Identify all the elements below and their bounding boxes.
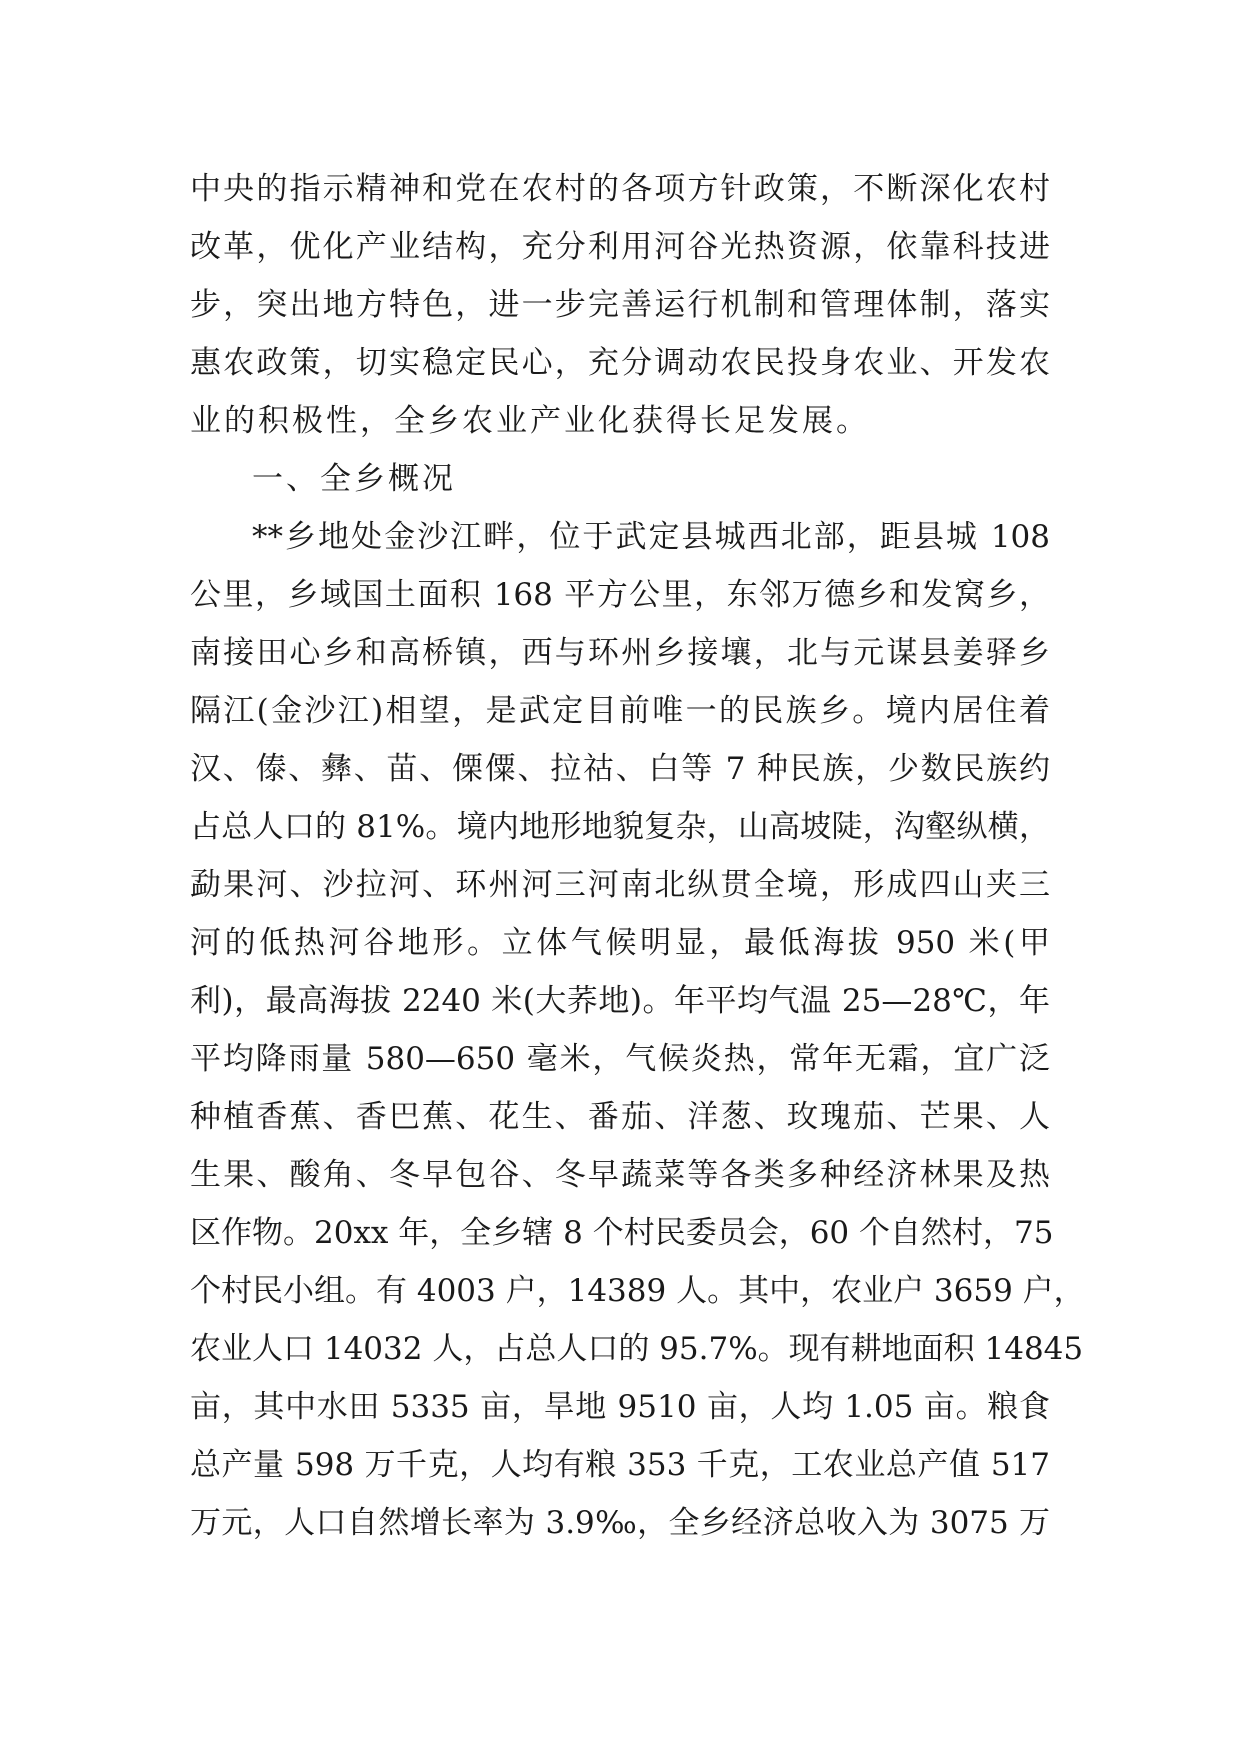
paragraph1-line-5: 业的积极性，全乡农业产业化获得长足发展。 — [190, 403, 870, 439]
paragraph2-line-4: 隔江(金沙江)相望，是武定目前唯一的民族乡。境内居住着 — [190, 693, 1050, 729]
paragraph2-line-7: 勐果河、沙拉河、环州河三河南北纵贯全境，形成四山夹三 — [190, 867, 1050, 903]
section-heading: 一、全乡概况 — [252, 461, 456, 497]
paragraph2-line-12: 生果、酸角、冬早包谷、冬早蔬菜等各类多种经济林果及热 — [190, 1157, 1050, 1193]
paragraph1-line-2: 改革，优化产业结构，充分利用河谷光热资源，依靠科技进 — [190, 229, 1050, 265]
paragraph2-line-13: 区作物。20xx 年，全乡辖 8 个村民委员会，60 个自然村，75 — [190, 1215, 1054, 1251]
paragraph2-line-10: 平均降雨量 580—650 毫米，气候炎热，常年无霜，宜广泛 — [190, 1041, 1050, 1077]
paragraph2-line-6: 占总人口的 81%。境内地形地貌复杂，山高坡陡，沟壑纵横， — [190, 809, 1050, 845]
paragraph1-line-4: 惠农政策，切实稳定民心，充分调动农民投身农业、开发农 — [190, 345, 1050, 381]
paragraph2-line-14: 个村民小组。有 4003 户，14389 人。其中，农业户 3659 户， — [190, 1273, 1085, 1309]
paragraph2-line-8: 河的低热河谷地形。立体气候明显，最低海拔 950 米(甲 — [190, 925, 1050, 961]
paragraph2-line-9: 利)，最高海拔 2240 米(大荞地)。年平均气温 25—28℃，年 — [190, 983, 1050, 1019]
paragraph2-line-11: 种植香蕉、香巴蕉、花生、番茄、洋葱、玫瑰茄、芒果、人 — [190, 1099, 1050, 1135]
paragraph2-line-15: 农业人口 14032 人，占总人口的 95.7%。现有耕地面积 14845 — [190, 1331, 1084, 1367]
paragraph2-line-1: **乡地处金沙江畔，位于武定县城西北部，距县城 108 — [252, 519, 1050, 555]
paragraph2-line-5: 汉、傣、彝、苗、傈僳、拉祜、白等 7 种民族，少数民族约 — [190, 751, 1050, 787]
paragraph1-line-1: 中央的指示精神和党在农村的各项方针政策，不断深化农村 — [190, 171, 1050, 207]
paragraph2-line-3: 南接田心乡和高桥镇，西与环州乡接壤，北与元谋县姜驿乡 — [190, 635, 1050, 671]
paragraph1-line-3: 步，突出地方特色，进一步完善运行机制和管理体制，落实 — [190, 287, 1050, 323]
document-body — [190, 160, 1085, 1552]
paragraph2-line-16: 亩，其中水田 5335 亩，旱地 9510 亩，人均 1.05 亩。粮食 — [190, 1389, 1050, 1425]
paragraph2-line-18: 万元，人口自然增长率为 3.9‰，全乡经济总收入为 3075 万 — [190, 1505, 1050, 1541]
paragraph2-line-2: 公里，乡域国土面积 168 平方公里，东邻万德乡和发窝乡， — [190, 577, 1050, 613]
paragraph2-line-17: 总产量 598 万千克，人均有粮 353 千克，工农业总产值 517 — [190, 1447, 1050, 1483]
